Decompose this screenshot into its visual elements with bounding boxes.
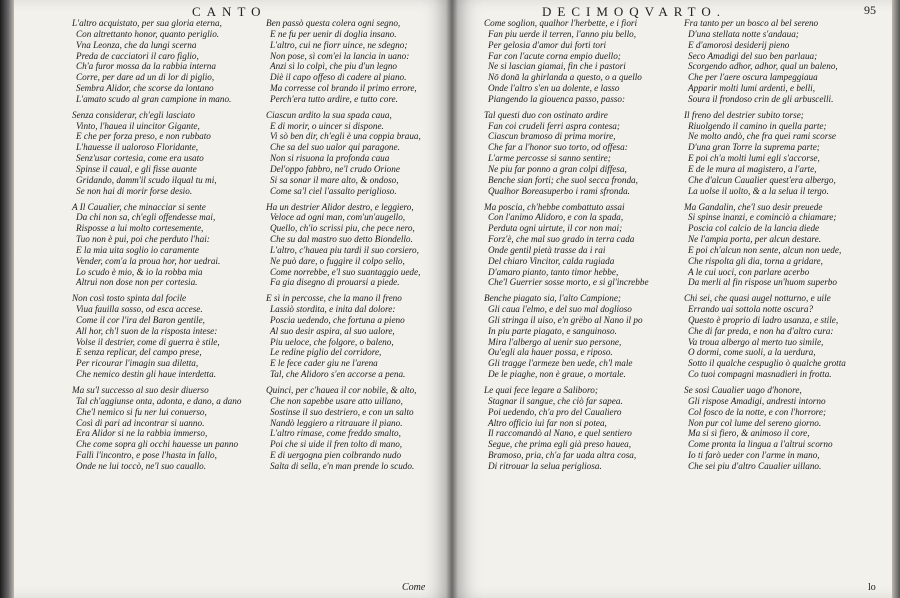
verse-line: Che sei piu d'altro Caualier uillano.	[688, 460, 822, 471]
verse-line: Che'l nemico si fu ner lui conuerso,	[76, 406, 207, 417]
verse-line: L'altro acquistato, per sua gloria eterna,	[72, 18, 222, 28]
stanza	[484, 201, 676, 289]
verse-line: Onde l'altro s'en ua dolente, e lasso	[488, 83, 620, 94]
verse-line: L'altro, cui ne fiorr uince, ne sdegno;	[270, 39, 408, 50]
verse-line: Ne molto andò, che fra quei rami scorse	[688, 131, 837, 142]
verse-line: E di morir, o uincer si dispone.	[270, 120, 384, 131]
verse-line: Ma poscia, ch'hebbe combattuto assai	[484, 201, 625, 212]
verse-line: Per ricourar l'imagin sua diletta,	[76, 358, 199, 369]
verse-line: D'una stellata notte s'andaua;	[688, 28, 799, 39]
verse-line: Anzi sì lo colpì, che piu d'un legno	[270, 61, 398, 72]
verse-line: Come pronta la lingua a l'altrui scorno	[688, 439, 833, 450]
stanza	[72, 201, 256, 289]
stanza	[72, 18, 256, 105]
verse-line: Poscia col calcio de la lancia diede	[688, 223, 820, 234]
verse-line: Ma si sì fiero, & animoso il core,	[688, 428, 810, 439]
verse-line: La uolse il uolto, & a la selua il tergo.	[688, 185, 829, 196]
verse-line: Fallì l'incontro, e pose l'hasta in fallo,	[76, 450, 217, 461]
stanza	[684, 109, 886, 197]
verse-line: Nandò leggiero a ritrauare il piano.	[270, 417, 403, 428]
verse-line: Onde ne lui toccò, ne'l suo cauallo.	[76, 460, 207, 471]
verse-line: Mira l'albergo al uenir suo persone,	[488, 336, 622, 347]
verse-line: Ne si lascian giamai, fin che i pastori	[488, 61, 626, 72]
left-column-1	[72, 18, 256, 477]
verse-line: Viua fauilla sosso, od esca accese.	[76, 304, 203, 315]
verse-line: Senz'usar cortesia, come era usato	[76, 153, 204, 164]
verse-line: L'hauesse il ualoroso Floridante,	[76, 142, 199, 153]
verse-line: Questo è proprio di ladro usanza, e stile,	[688, 314, 839, 325]
stanza	[684, 18, 886, 105]
catchword: Come	[402, 582, 426, 593]
stanza	[72, 109, 256, 197]
verse-line: Tal ch'aggiunse onta, adonta, e dano, a dano	[76, 395, 242, 406]
verse-line: Lo scudo è mio, & io la robba mia	[76, 266, 203, 277]
verse-line: Diè il capo offeso di cadere al piano.	[270, 72, 407, 83]
verse-line: Ciascun ardito la sua spada caua,	[266, 109, 392, 120]
verse-line: Era Alidor si ne la rabbia immerso,	[76, 428, 208, 439]
verse-line: Bramoso, pria, ch'a far uada altra cosa,	[488, 450, 637, 461]
verse-line: Quello, ch'io scrissi piu, che pece nero,	[270, 223, 415, 234]
verse-line: Vi sò ben dir, ch'egli è una coppia braua,	[270, 131, 421, 142]
verse-line: E ne fu per uenir di doglia insano.	[270, 28, 397, 39]
verse-line: Spinse il caual, e gli fisse auante	[76, 163, 197, 174]
verse-line: Le quai fece legare a Saliboro;	[484, 385, 598, 395]
verse-line: Ma Gandalin, che'l suo desir preuede	[684, 201, 823, 212]
stanza	[684, 385, 886, 472]
verse-line: Seco Amadigi del suo ben parlaua;	[688, 50, 818, 61]
verse-line: Come norrebbe, e'l suo suantaggio uede,	[270, 266, 421, 277]
verse-line: Apparir molti lumi ardenti, e belli,	[688, 83, 816, 94]
verse-line: Se sosi Caualier uago d'honore,	[684, 385, 802, 395]
verse-line: Nō donā la ghirlanda a questo, o a quello	[488, 72, 642, 83]
verse-line: Fan coi crudeli ferri aspra contesa;	[488, 120, 620, 131]
verse-line: Che nemico destin gli haue interdetta.	[76, 369, 216, 380]
verse-line: Fa gia disegno di prouarsi a piede.	[270, 277, 400, 288]
verse-line: Benche sian forti; che suol secca fronda,	[488, 174, 638, 185]
verse-line: Con l'animo Alidoro, e con la spada,	[488, 212, 624, 223]
verse-line: Vna Leonza, che da lungi scerna	[76, 39, 197, 50]
verse-line: Gli caua l'elmo, e del suo mal doglioso	[488, 304, 632, 315]
verse-line: Piangendo la giouenca passo, passo:	[488, 93, 626, 104]
verse-line: D'una gran Torre la suprema parte;	[688, 142, 820, 153]
verse-line: E senza replicar, del campo prese,	[76, 347, 202, 358]
page-number: 95	[864, 3, 876, 17]
verse-line: Poi uedendo, ch'a pro del Caualiero	[488, 406, 622, 417]
verse-line: E la mia uita soglio io caramente	[76, 244, 199, 255]
verse-line: Ben passò questa colera ogni segno,	[266, 18, 401, 28]
verse-line: Vinto, l'hauea il uincitor Gigante,	[76, 120, 200, 131]
verse-line: Poi che si uide il fren tolto di mano,	[270, 439, 403, 450]
stanza	[72, 293, 256, 380]
verse-line: Fra tanto per un bosco al bel sereno	[684, 18, 819, 28]
verse-line: Riuolgendo il camino in quella parte;	[688, 120, 827, 131]
verse-line: E poi ch'alcun non sente, alcun non uede,	[688, 244, 842, 255]
stanza	[266, 385, 448, 472]
verse-line: Volse il destrier, come di guerra è stile,	[76, 336, 220, 347]
verse-line: Che far a l'honor suo torto, od offesa:	[488, 142, 628, 153]
verse-line: Si spinse inanzi, e cominciò a chiamare;	[688, 212, 837, 223]
verse-line: Soura il frondoso crin de gli arbuscelli.	[688, 93, 834, 104]
verse-line: Errando uai sottola notte oscura?	[688, 304, 814, 315]
verse-line: Forz'è, che mal suo grado in terra cada	[488, 234, 635, 245]
verse-line: Da chi non sa, ch'egli offendesse mai,	[76, 212, 216, 223]
verse-line: Che d'alcun Caualier quest'era albergo,	[688, 174, 836, 185]
verse-line: L'altro, c'hauea piu tardi il suo corsiero,	[270, 244, 419, 255]
verse-line: Salta di sella, e'n man prende lo scudo.	[270, 460, 415, 471]
verse-line: Ciascun bramoso di prima morire,	[488, 131, 616, 142]
stanza	[684, 201, 886, 289]
verse-line: Gli tragge l'armeze ben uede, ch'l male	[488, 358, 633, 369]
left-running-title: CANTO	[192, 4, 267, 19]
verse-line: Qualhor Boreasuperbo i rami sfronda.	[488, 185, 630, 196]
stanza	[266, 201, 448, 289]
verse-line: Che di far preda, e non ha d'altro cura:	[688, 325, 834, 336]
stanza	[266, 109, 448, 197]
verse-line: Quinci, per c'hauea il cor nobile, & alto,	[266, 385, 417, 395]
gutter-shadow	[446, 0, 458, 598]
verse-line: Le redine piglio del corridore,	[270, 347, 382, 358]
verse-line: Ma corresse col brando il primo errore,	[270, 83, 417, 94]
verse-line: Ne piu far ponno a gran colpi diffesa,	[488, 163, 627, 174]
verse-line: Che non sapebbe usare atto uillano,	[270, 395, 403, 406]
verse-line: Ou'egli ala hauer possa, e riposo.	[488, 347, 613, 358]
stanza	[266, 18, 448, 105]
verse-line: Che su dal mastro suo detto Biondello.	[270, 234, 413, 245]
verse-line: Con altrettanto honor, quanto periglio.	[76, 28, 220, 39]
verse-line: Chi sei, che quasi augel notturno, e uile	[684, 293, 831, 304]
verse-line: Preda de cacciatori il caro figlio,	[76, 50, 199, 61]
verse-line: Risposse a lui molto cortesemente,	[76, 223, 204, 234]
verse-line: Co tuoi compagni masnadieri in frotta.	[688, 369, 832, 380]
verse-line: Non si risuona la profonda caua	[270, 153, 390, 164]
right-page	[452, 0, 892, 598]
verse-line: Sembra Alidor, che scorse da lontano	[76, 83, 214, 94]
verse-line: E d'amorosi desiderij pieno	[688, 39, 790, 50]
verse-line: Del chiaro Vincitor, calda rugiada	[488, 255, 615, 266]
verse-line: De le piaghe, non è graue, o mortale.	[488, 369, 626, 380]
stanza	[484, 18, 676, 105]
verse-line: Sostinse il suo destriero, e con un salto	[270, 406, 414, 417]
verse-line: E poi ch'a molti lumi egli s'accorse,	[688, 153, 820, 164]
verse-line: E che per forza preso, e non rubbato	[76, 131, 211, 142]
verse-line: Che'l Guerrier sosse morto, e si gl'increbbe	[488, 277, 649, 288]
verse-line: Gridando, damm'il scudo ilqual tu mi,	[76, 174, 217, 185]
verse-line: Gli rispose Amadigi, andresti intorno	[688, 395, 826, 406]
verse-line: E de le mura al magistero, a l'arte,	[688, 163, 817, 174]
verse-line: Ch'a furor mossa da la rabbia interna	[76, 61, 216, 72]
verse-line: Gli stringa il uiso, e'n grëbo al Nano il po	[488, 314, 643, 325]
verse-line: Stagnar il sangue, che ciò far sapea.	[488, 395, 623, 406]
verse-line: L'amato scudo al gran campione in mano.	[76, 93, 232, 104]
verse-line: Per gelosia d'amor dui forti tori	[488, 39, 607, 50]
verse-line: Non così tosto spinta dal focile	[72, 293, 187, 304]
verse-line: Che come sopra gli occhi hauesse un panno	[76, 439, 239, 450]
verse-line: Come soglion, qualhor l'herbette, e i fiori	[484, 18, 638, 28]
verse-line: Segue, che prima egli già preso hauea,	[488, 439, 632, 450]
verse-line: Non pur col lume del sereno giorno.	[688, 417, 822, 428]
verse-line: Va troua albergo al merto tuo simile,	[688, 336, 824, 347]
verse-line: Altro officio iui far non si potea,	[488, 417, 607, 428]
verse-line: Col fosco de la notte, e con l'horrore;	[688, 406, 827, 417]
right-book-edge	[892, 0, 900, 598]
left-book-edge	[0, 0, 14, 598]
right-column-1	[484, 18, 676, 477]
verse-line: Sotto il qualche cespuglio ò qualche grotta	[688, 358, 846, 369]
verse-line: Io ti farò ueder con l'arme in mano,	[688, 450, 820, 461]
verse-line: Tuo non è pui, poi che perduto l'hai:	[76, 234, 210, 245]
stanza	[684, 293, 886, 380]
verse-line: A Il Caualier, che minacciar si sente	[72, 201, 206, 212]
verse-line: Poscia uedendo, che fortuna a pieno	[270, 314, 405, 325]
verse-line: Tal questi duo con ostinato ardire	[484, 109, 608, 120]
signature-mark: lo	[868, 582, 876, 593]
verse-line: Il raccomandò al Nano, e quel sentiero	[488, 428, 632, 439]
right-column-2	[684, 18, 886, 477]
verse-line: Fan piu uerde il terren, l'anno piu bello,	[488, 28, 637, 39]
stanza	[266, 293, 448, 380]
verse-line: Lassiò stordita, e inita dal dolore:	[270, 304, 396, 315]
verse-line: Ha un destrier Alidor destro, e leggiero,	[266, 201, 414, 212]
verse-line: Si sa sonar il mare alto, & ondoso,	[270, 174, 399, 185]
left-column-2	[266, 18, 448, 477]
stanza	[484, 293, 676, 380]
verse-line: Al suo desir aspira, al suo ualore,	[270, 325, 395, 336]
verse-line: O dormi, come suoli, a la uerdura,	[688, 347, 816, 358]
verse-line: Il freno del destrier subito torse;	[684, 109, 804, 120]
verse-line: Perch'era tutto ardire, e tutto core.	[270, 93, 398, 104]
verse-line: Vender, com'a la proua hor, hor uedrai.	[76, 255, 221, 266]
verse-line: Corre, per dare ad un di lor di piglio,	[76, 72, 215, 83]
verse-line: In piu parte piagato, e sanguinoso.	[488, 325, 617, 336]
verse-line: Non pose, sì com'ei la lancia in uano:	[270, 50, 410, 61]
verse-line: Se non hai di morir forse desio.	[76, 185, 193, 196]
verse-line: L'arme percosse si sanno sentire;	[488, 153, 611, 164]
verse-line: All hor, ch'l suon de la risposta intese:	[76, 325, 218, 336]
verse-line: A le cui uoci, con parlare acerbo	[688, 266, 810, 277]
verse-line: Che per l'aere oscura lampeggiaua	[688, 72, 818, 83]
verse-line: Veloce ad ogni man, com'un'augello,	[270, 212, 406, 223]
stanza	[484, 385, 676, 472]
verse-line: L'altro rimase, come freddo smalto,	[270, 428, 401, 439]
verse-line: Senza considerar, ch'egli lasciato	[72, 109, 195, 120]
verse-line: Che sa del suo ualor qui paragone.	[270, 142, 400, 153]
verse-line: D'amaro pianto, tanto timor hebbe,	[488, 266, 619, 277]
verse-line: Far con l'acute corna empio duello;	[488, 50, 621, 61]
verse-line: Ne l'ampia porta, per alcun destare.	[688, 234, 822, 245]
verse-line: Che rispolta gli dia, torna a gridare,	[688, 255, 823, 266]
verse-line: Del'oppo fabbro, ne'l crudo Orione	[270, 163, 400, 174]
verse-line: Come il cor l'ira del Baron gentile,	[76, 314, 205, 325]
left-page	[14, 0, 452, 598]
verse-line: Piu ueloce, che folgore, o baleno,	[270, 336, 394, 347]
verse-line: Perduta ogni uirtute, il cor non mai;	[488, 223, 623, 234]
verse-line: Ne può dare, o fuggire il colpo sello,	[270, 255, 405, 266]
verse-line: E di uergogna pien colbrando nudo	[270, 450, 402, 461]
verse-line: Di ritrouar la selua perigliosa.	[488, 460, 602, 471]
stanza	[72, 385, 256, 472]
verse-line: Da merli al fin rispose un'huom superbo	[688, 277, 837, 288]
verse-line: Ma su'l successo al suo desir diuerso	[72, 385, 209, 395]
right-running-title: DECIMOQVARTO.	[542, 4, 726, 19]
verse-line: E le fece cader giu ne l'arena	[270, 358, 378, 369]
verse-line: E sì in percosse, che la mano il freno	[266, 293, 402, 304]
verse-line: Come sa'l ciel l'assalto periglioso.	[270, 185, 397, 196]
verse-line: Tal, che Alidoro s'en accorse a pena.	[270, 369, 406, 380]
verse-line: Benche piagato sia, l'alto Campione;	[484, 293, 621, 304]
stanza	[484, 109, 676, 197]
verse-line: Altrui non dose non per cortesia.	[76, 277, 198, 288]
verse-line: Così di pari ad incontrar si uanno.	[76, 417, 205, 428]
verse-line: Scorgendo adhor, adhor, qual un baleno,	[688, 61, 838, 72]
verse-line: Onde gentil pietà trasse da i rai	[488, 244, 606, 255]
